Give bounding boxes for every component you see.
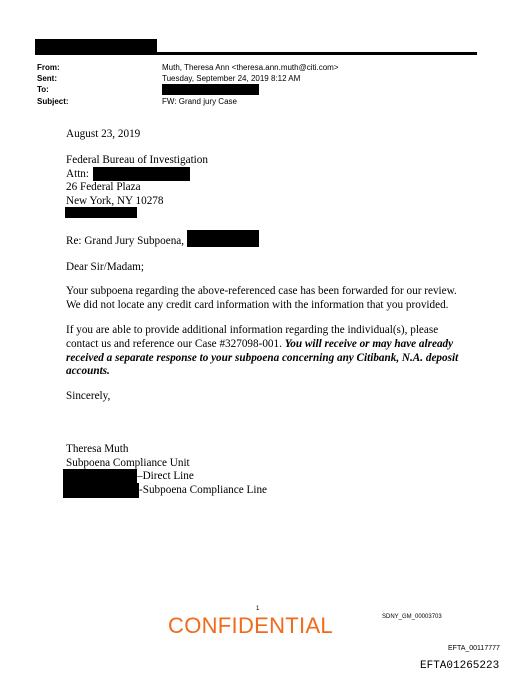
paragraph-2-line-1: If you are able to provide additional information regarding the individual(s), please bbox=[66, 324, 439, 336]
letter-date: August 23, 2019 bbox=[66, 128, 141, 140]
efta-large-stamp: EFTA01265223 bbox=[420, 660, 500, 672]
signature-unit: Subpoena Compliance Unit bbox=[66, 457, 190, 469]
page-number: 1 bbox=[256, 606, 260, 612]
direct-line-redaction bbox=[63, 469, 137, 484]
efta-small-stamp: EFTA_00117777 bbox=[448, 645, 500, 652]
compliance-line-redaction bbox=[63, 483, 139, 498]
to-label: To: bbox=[37, 85, 49, 94]
to-redaction bbox=[162, 84, 259, 95]
attn-redaction bbox=[93, 167, 190, 181]
redaction-bar-top bbox=[35, 39, 157, 52]
paragraph-1-line-1: Your subpoena regarding the above-referenced case has been forwarded for our review. bbox=[66, 285, 457, 297]
salutation: Dear Sir/Madam; bbox=[66, 261, 144, 273]
subject-label: Subject: bbox=[37, 97, 69, 106]
address-line-4: New York, NY 10278 bbox=[66, 195, 164, 207]
sent-label: Sent: bbox=[37, 74, 57, 83]
address-line-1: Federal Bureau of Investigation bbox=[66, 154, 208, 166]
bates-sdny: SDNY_GM_00003703 bbox=[382, 614, 442, 620]
closing: Sincerely, bbox=[66, 390, 111, 402]
address-line-3: 26 Federal Plaza bbox=[66, 181, 141, 193]
sent-value: Tuesday, September 24, 2019 8:12 AM bbox=[162, 74, 301, 83]
from-label: From: bbox=[37, 63, 60, 72]
address-attn: Attn: bbox=[66, 168, 89, 180]
from-value: Muth, Theresa Ann <theresa.ann.muth@citi.com> bbox=[162, 63, 339, 72]
paragraph-2-line-2 bbox=[66, 338, 453, 352]
header-rule bbox=[35, 52, 477, 55]
paragraph-2-line-3: received a separate response to your subpoena concerning any Citibank, N.A. deposit bbox=[66, 352, 459, 364]
confidential-stamp: CONFIDENTIAL bbox=[168, 613, 333, 638]
re-line: Re: Grand Jury Subpoena, bbox=[66, 235, 185, 247]
paragraph-2-line-4: accounts. bbox=[66, 365, 110, 377]
paragraph-1-line-2: We did not locate any credit card information with the information that you provided. bbox=[66, 299, 449, 311]
subject-value: FW: Grand jury Case bbox=[162, 97, 237, 106]
signature-name: Theresa Muth bbox=[66, 443, 129, 455]
address-redaction bbox=[65, 207, 137, 218]
signature-direct-line: –Direct Line bbox=[137, 470, 194, 482]
emphasis-text-1: You will receive or may have already bbox=[284, 338, 454, 350]
signature-compliance-line: -Subpoena Compliance Line bbox=[139, 484, 268, 496]
case-reference-text: contact us and reference our Case #327098-001. bbox=[66, 338, 282, 350]
re-redaction bbox=[187, 230, 259, 247]
